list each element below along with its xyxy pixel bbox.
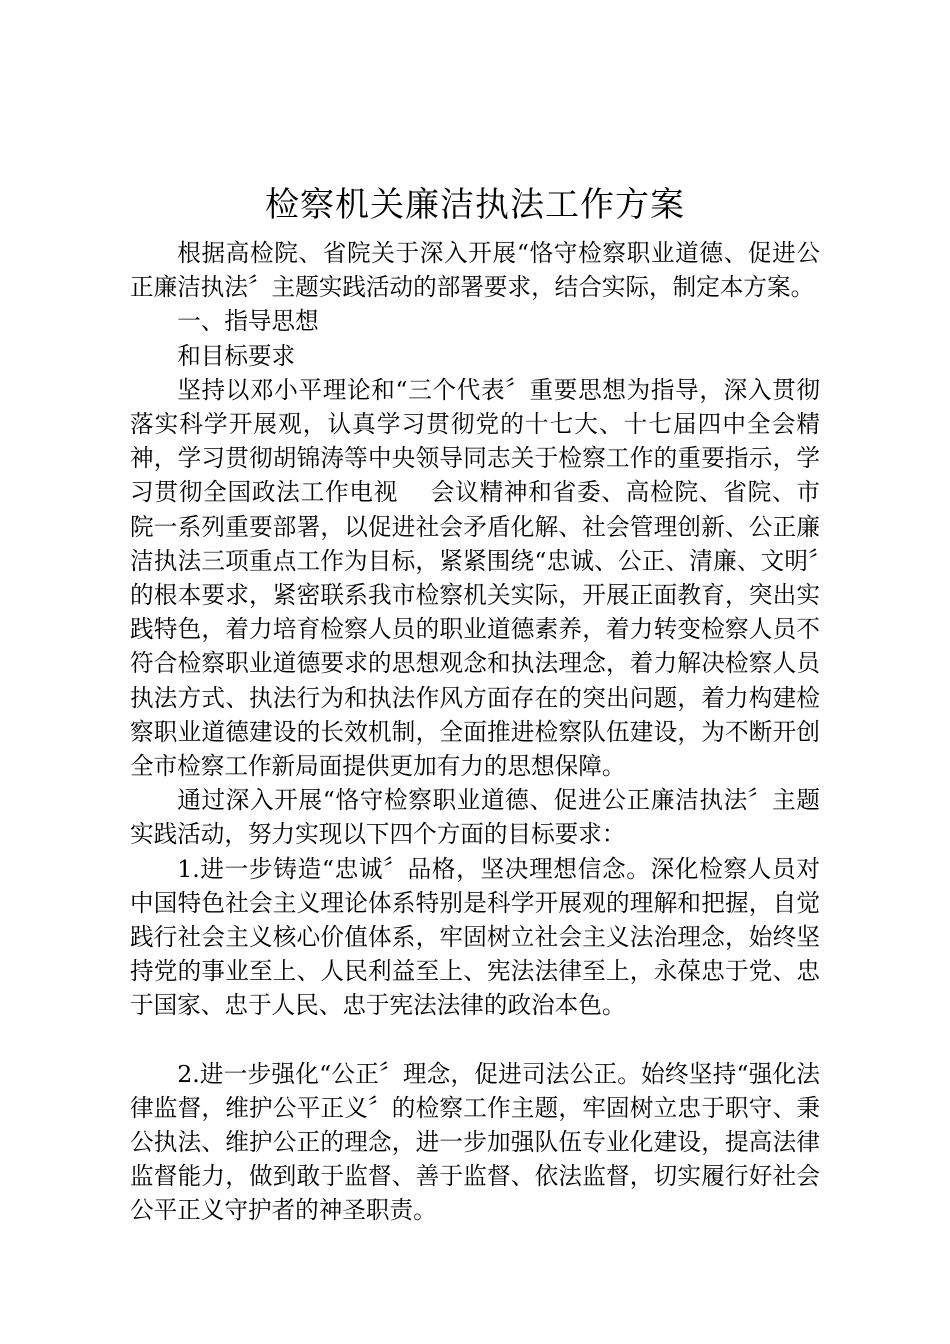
section-heading-1-continued: 和目标要求: [177, 341, 296, 370]
document-page: [130, 180, 820, 1228]
guiding-ideology-paragraph: 坚持以邓小平理论和“三个代表〞重要思想为指导，深入贯彻落实科学开展观，认真学习贯彻党的十七大、十七届四中全会精神，学习贯彻胡锦涛等中央领导同志关于检察工作的重要指示，学习贯彻全国政法工作电视 会议精神和省委、高检院、省院、市院一系列重要部署，以促进社会矛盾化解、社会管理创新、公正廉洁执法三项重点工作为目标，紧紧围绕“忠诚、公正、清廉、文明〞的根本要求，紧密联系我市检察机关实际，开展正面教育，突出实践特色，着力培育检察人员的职业道德素养，着力转变检察人员不符合检察职业道德要求的思想观念和执法理念，着力解决检察人员执法方式、执法行为和执法作风方面存在的突出问题，着力构建检察职业道德建设的长效机制，全面推进检察队伍建设，为不断开创全市检察工作新局面提供更加有力的思想保障。: [130, 375, 820, 781]
goal-2-paragraph: 2.进一步强化“公正〞理念，促进司法公正。始终坚持“强化法律监督，维护公平正义〞的检察工作主题，牢固树立忠于职守、秉公执法、维护公正的理念，进一步加强队伍专业化建设，提高法律监督能力，做到敢于监督、善于监督、依法监督，切实履行好社会公平正义守护者的神圣职责。: [130, 1059, 820, 1225]
goal-1-paragraph: 1.进一步铸造“忠诚〞品格，坚决理想信念。深化检察人员对中国特色社会主义理论体系特别是科学开展观的理解和把握，自觉践行社会主义核心价值体系，牢固树立社会主义法治理念，始终坚持党的事业至上、人民利益至上、宪法法律至上，永葆忠于党、忠于国家、忠于人民、忠于宪法法律的政治本色。: [130, 854, 820, 1020]
paragraph-gap: [130, 1023, 820, 1057]
document-title: 检察机关廉洁执法工作方案: [265, 185, 685, 225]
section-heading-1: 一、指导思想: [177, 307, 319, 336]
goals-intro-paragraph: 通过深入开展“恪守检察职业道德、促进公正廉洁执法〞主题实践活动，努力实现以下四个方面的目标要求：: [130, 786, 820, 849]
intro-paragraph: 根据高检院、省院关于深入开展“恪守检察职业道德、促进公正廉洁执法〞主题实践活动的部署要求，结合实际，制定本方案。: [130, 239, 820, 302]
